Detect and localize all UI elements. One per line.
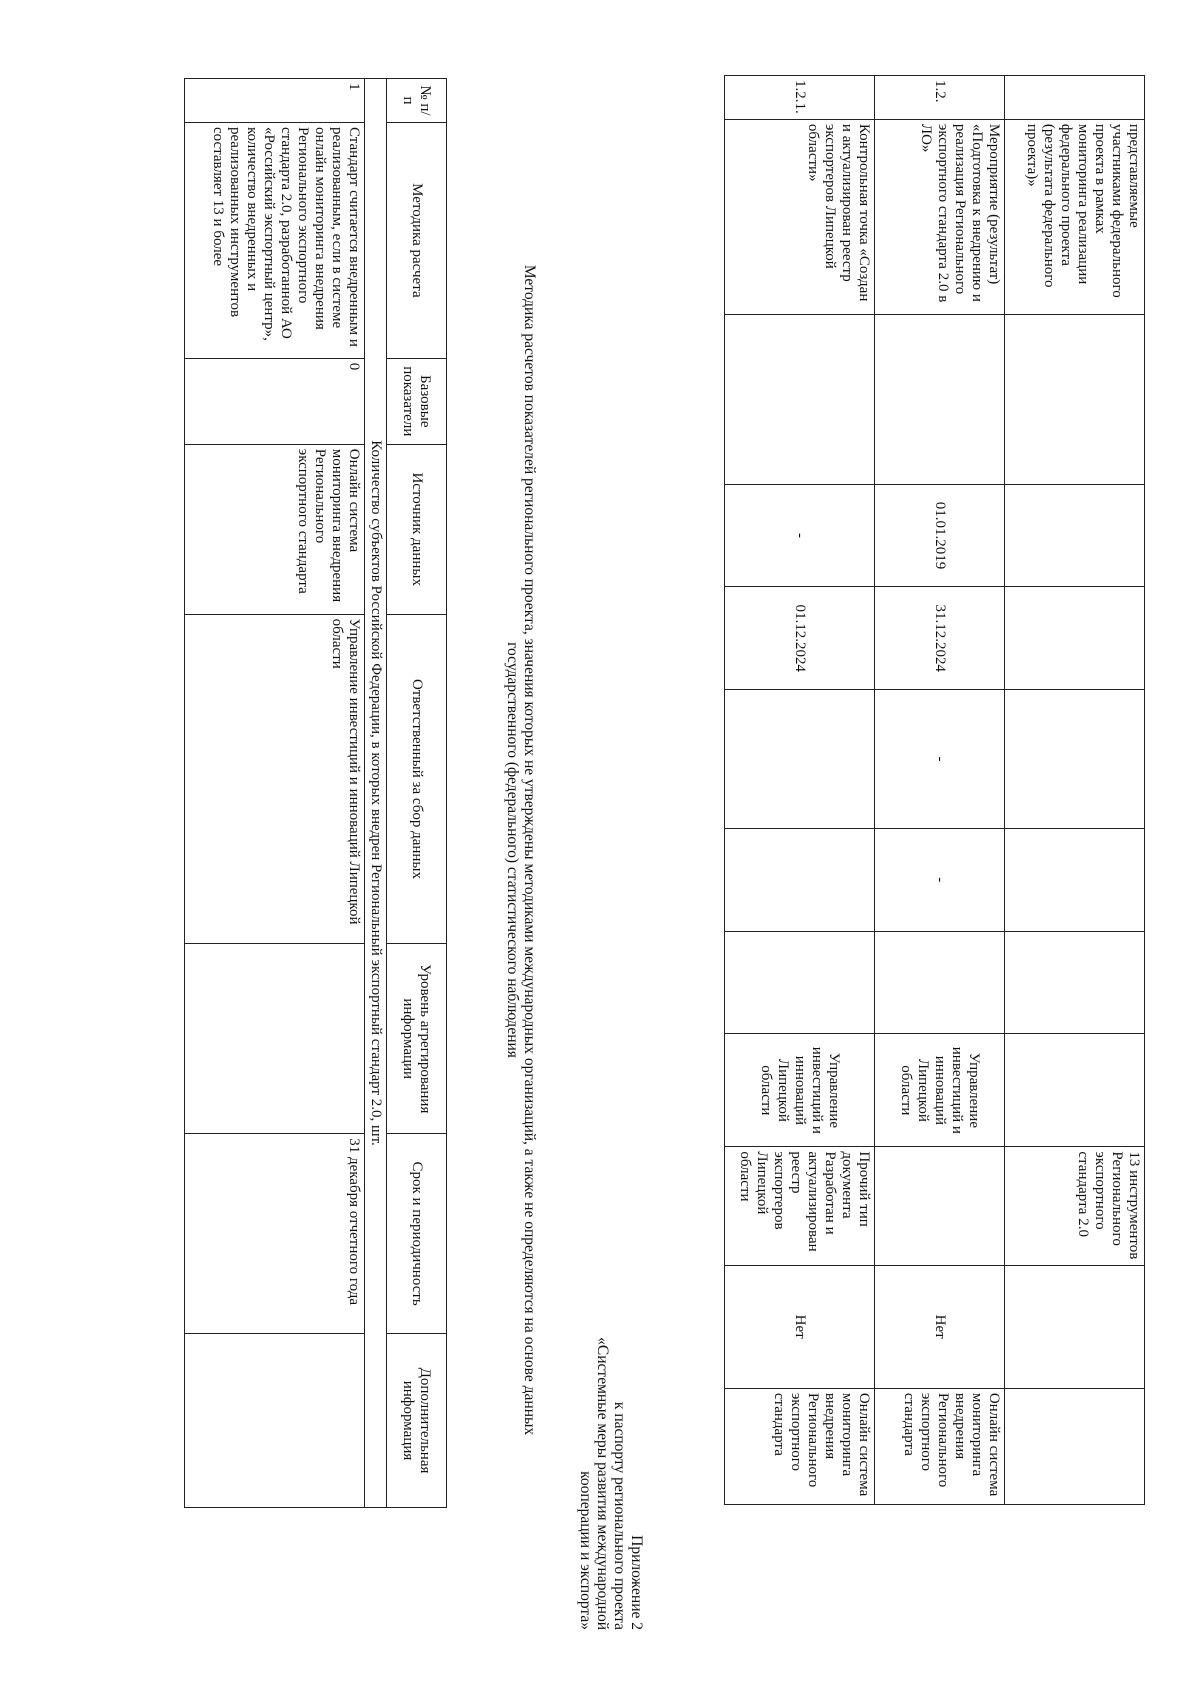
responsible-org: Управление инвестиций и инноваций Липецкой области (875, 1034, 1005, 1147)
row-name: представляемые участниками федерального проекта в рамках мониторинга реализации федерального проекта (результата федерального проекта)» (1005, 119, 1145, 314)
row-number: 1 (185, 79, 365, 123)
section-row (365, 79, 387, 1508)
appendix-caption: Приложение 2 к паспорту регионального проекта «Системные меры развития международной кооперации и экспорта» (577, 1337, 645, 1630)
table-row (185, 79, 365, 1508)
passport-table-continuation (724, 75, 1145, 1505)
end-date: 01.12.2024 (725, 587, 875, 690)
extra-info (185, 1334, 365, 1508)
start-date: - (725, 484, 875, 587)
responsible-org: Управление инвестиций и инноваций Липецкой области (725, 1034, 875, 1147)
method-title: Методика расчетов показателей регионального проекта, значения которых не утверждены методиками международных организаций, а также не определяются на основе данных государственного (федерального) статистического наблюдения (504, 264, 538, 1436)
result-description: 13 инструментов Регионального экспортного стандарта 2.0 (1005, 1147, 1145, 1265)
column-header: Базовые показатели (387, 358, 447, 444)
info-source: Онлайн система мониторинга внедрения Регионального экспортного стандарта (875, 1388, 1005, 1504)
row-number (1005, 76, 1145, 120)
info-source: Онлайн система мониторинга внедрения Регионального экспортного стандарта (725, 1388, 875, 1504)
column-header: Срок и периодичность (387, 1134, 447, 1334)
table-row: 1.2.1. Контрольная точка «Создан и актуализирован реестр экспортеров Липецкой области» - 01.12.2024 Управление инвестиций и инноваций Липецкой области Прочий тип документа Разработан и актуализирован реестр экспортеров Липецкой области Нет Онлайн система мониторинга внедрения Регионального экспортного стандарта (725, 76, 875, 1505)
aggregation-level (185, 944, 365, 1134)
responsible-org: Управление инвестиций и инноваций Липецкой области (185, 614, 365, 944)
row-number: 1.2.1. (725, 76, 875, 120)
column-header: Уровень агрегирования информации (387, 944, 447, 1134)
table-row (1005, 76, 1145, 1505)
section-title: Количество субъектов Российской Федерации, в которых внедрен Региональный экспортный стандарт 2.0, шт. (365, 79, 387, 1508)
calc-method: Стандарт считается внедренным и реализованным, если в системе онлайн мониторинга внедрения Регионального экспортного стандарта 2.0, разработанной АО «Российский экспортный центр», количество внедренных и реализованных инструментов составляет 13 и более (185, 122, 365, 358)
method-table (184, 78, 447, 1508)
table-row: 1.2. Мероприятие (результат) «Подготовка к внедрению и реализация Регионального экспортного стандарта 2.0 в ЛО» 01.01.2019 31.12.2024 - - Управление инвестиций и инноваций Липецкой области Нет Онлайн система мониторинга внедрения Регионального экспортного стандарта (875, 76, 1005, 1505)
row-name: Мероприятие (результат) «Подготовка к внедрению и реализация Регионального экспортного стандарта 2.0 в ЛО» (875, 119, 1005, 314)
end-date: 31.12.2024 (875, 587, 1005, 690)
base-value: 0 (185, 358, 365, 444)
data-source: Онлайн система мониторинга внедрения Регионального экспортного стандарта (185, 444, 365, 614)
column-header: Дополнительная информация (387, 1334, 447, 1508)
row-number: 1.2. (875, 76, 1005, 120)
period: 31 декабря отчетного года (185, 1134, 365, 1334)
table-header-row (387, 79, 447, 1508)
start-date: 01.01.2019 (875, 484, 1005, 587)
row-name: Контрольная точка «Создан и актуализирован реестр экспортеров Липецкой области» (725, 119, 875, 314)
column-header: Ответственный за сбор данных (387, 614, 447, 944)
result-description: Прочий тип документа Разработан и актуализирован реестр экспортеров Липецкой области (725, 1147, 875, 1265)
column-header: Источник данных (387, 444, 447, 614)
column-header: Методика расчета (387, 122, 447, 358)
column-header: № п/п (387, 79, 447, 123)
